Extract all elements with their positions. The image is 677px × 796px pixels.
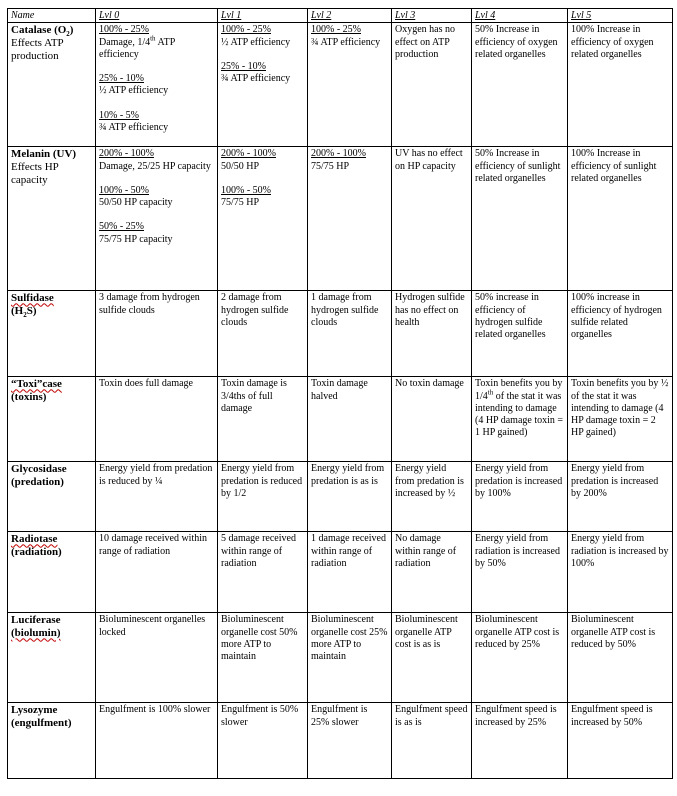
luciferase-lvl-4: Bioluminescent organelle ATP cost is reduced by 25% (472, 613, 568, 703)
catalase-lvl-3: Oxygen has no effect on ATP production (392, 23, 472, 147)
lysozyme-lvl-5: Engulfment speed is increased by 50% (568, 703, 673, 779)
toxicase-lvl-3: No toxin damage (392, 377, 472, 462)
sulfidase-lvl-0: 3 damage from hydrogen sulfide clouds (96, 291, 218, 377)
melanin-lvl-0: 200% - 100% Damage, 25/25 HP capacity 100% - 50% 50/50 HP capacity 50% - 25% 75/75 HP capacity (96, 147, 218, 291)
melanin-lvl-4: 50% Increase in efficiency of sunlight related organelles (472, 147, 568, 291)
melanin-lvl-2: 200% - 100% 75/75 HP (308, 147, 392, 291)
lysozyme-lvl-0: Engulfment is 100% slower (96, 703, 218, 779)
lysozyme-lvl-4: Engulfment speed is increased by 25% (472, 703, 568, 779)
glycosidase-lvl-5: Energy yield from predation is increased by 200% (568, 462, 673, 532)
melanin-lvl-3: UV has no effect on HP capacity (392, 147, 472, 291)
sulfidase-lvl-5: 100% increase in efficiency of hydrogen sulfide related organelles (568, 291, 673, 377)
toxicase-lvl-2: Toxin damage halved (308, 377, 392, 462)
sulfidase-lvl-2: 1 damage from hydrogen sulfide clouds (308, 291, 392, 377)
header-name: Name (8, 9, 96, 23)
toxicase-lvl-5: Toxin benefits you by ½ of the stat it was intending to damage (4 HP damage toxin = 2 HP gained) (568, 377, 673, 462)
catalase-lvl-2: 100% - 25% ¾ ATP efficiency (308, 23, 392, 147)
glycosidase-lvl-3: Energy yield from predation is increased by ½ (392, 462, 472, 532)
radiotase-lvl-3: No damage within range of radiation (392, 532, 472, 613)
glycosidase-lvl-1: Energy yield from predation is reduced by 1/2 (218, 462, 308, 532)
table-row (8, 291, 673, 377)
row-name-luciferase: Luciferase (biolumin) (8, 613, 96, 703)
table-row (8, 703, 673, 779)
row-name-lysozyme: Lysozyme (engulfment) (8, 703, 96, 779)
table-row (8, 377, 673, 462)
sulfidase-lvl-4: 50% increase in efficiency of hydrogen sulfide related organelles (472, 291, 568, 377)
enzyme-level-table (7, 8, 673, 779)
radiotase-lvl-0: 10 damage received within range of radiation (96, 532, 218, 613)
header-lvl-4: Lvl 4 (472, 9, 568, 23)
sulfidase-lvl-1: 2 damage from hydrogen sulfide clouds (218, 291, 308, 377)
table-row (8, 532, 673, 613)
row-name-catalase: Catalase $(O_2)$ Effects ATP production (8, 23, 96, 147)
row-name-radiotase: Radiotase (radiation) (8, 532, 96, 613)
lysozyme-lvl-1: Engulfment is 50% slower (218, 703, 308, 779)
header-lvl-3: Lvl 3 (392, 9, 472, 23)
radiotase-lvl-4: Energy yield from radiation is increased by 50% (472, 532, 568, 613)
luciferase-lvl-0: Bioluminescent organelles locked (96, 613, 218, 703)
radiotase-lvl-5: Energy yield from radiation is increased by 100% (568, 532, 673, 613)
sulfidase-lvl-3: Hydrogen sulfide has no effect on health (392, 291, 472, 377)
luciferase-lvl-2: Bioluminescent organelle cost 25% more ATP to maintain (308, 613, 392, 703)
table-row (8, 147, 673, 291)
table-row (8, 613, 673, 703)
toxicase-lvl-4: Toxin benefits you by 1/4th of the stat it was intending to damage (4 HP damage toxin = 1 HP gained) (472, 377, 568, 462)
luciferase-lvl-1: Bioluminescent organelle cost 50% more ATP to maintain (218, 613, 308, 703)
melanin-lvl-1: 200% - 100% 50/50 HP 100% - 50% 75/75 HP (218, 147, 308, 291)
header-lvl-1: Lvl 1 (218, 9, 308, 23)
radiotase-lvl-2: 1 damage received within range of radiation (308, 532, 392, 613)
catalase-lvl-0: 100% - 25% Damage, 1/4th ATP efficiency 25% - 10% ½ ATP efficiency 10% - 5% ¾ ATP efficiency (96, 23, 218, 147)
glycosidase-lvl-2: Energy yield from predation is as is (308, 462, 392, 532)
luciferase-lvl-3: Bioluminescent organelle ATP cost is as is (392, 613, 472, 703)
catalase-lvl-1: 100% - 25% ½ ATP efficiency 25% - 10% ¾ ATP efficiency (218, 23, 308, 147)
luciferase-lvl-5: Bioluminescent organelle ATP cost is reduced by 50% (568, 613, 673, 703)
catalase-lvl-4: 50% Increase in efficiency of oxygen related organelles (472, 23, 568, 147)
header-row (8, 9, 673, 23)
row-name-melanin: Melanin (UV) Effects HP capacity (8, 147, 96, 291)
glycosidase-lvl-4: Energy yield from predation is increased by 100% (472, 462, 568, 532)
toxicase-lvl-0: Toxin does full damage (96, 377, 218, 462)
glycosidase-lvl-0: Energy yield from predation is reduced by ¼ (96, 462, 218, 532)
radiotase-lvl-1: 5 damage received within range of radiation (218, 532, 308, 613)
header-lvl-0: Lvl 0 (96, 9, 218, 23)
table-row (8, 462, 673, 532)
header-lvl-2: Lvl 2 (308, 9, 392, 23)
table-row (8, 23, 673, 147)
lysozyme-lvl-2: Engulfment is 25% slower (308, 703, 392, 779)
header-lvl-5: Lvl 5 (568, 9, 673, 23)
row-name-sulfidase: Sulfidase $(H_2S)$ (8, 291, 96, 377)
row-name-toxicase: “Toxi”case (toxins) (8, 377, 96, 462)
melanin-lvl-5: 100% Increase in efficiency of sunlight related organelles (568, 147, 673, 291)
catalase-lvl-5: 100% Increase in efficiency of oxygen related organelles (568, 23, 673, 147)
row-name-glycosidase: Glycosidase (predation) (8, 462, 96, 532)
toxicase-lvl-1: Toxin damage is 3/4ths of full damage (218, 377, 308, 462)
lysozyme-lvl-3: Engulfment speed is as is (392, 703, 472, 779)
